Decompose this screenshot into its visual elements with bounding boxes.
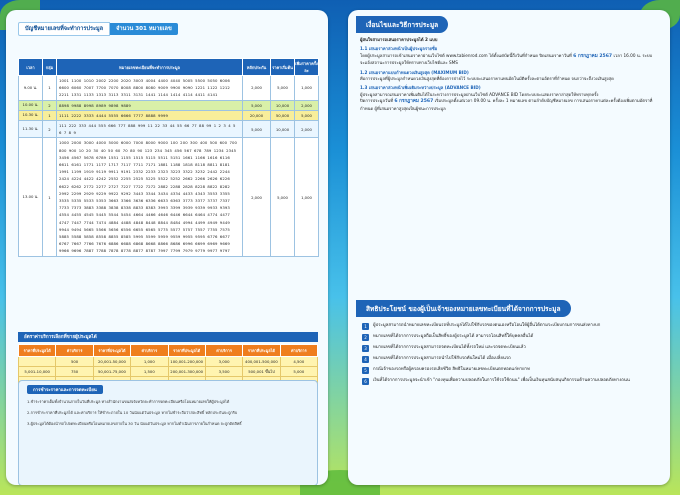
method-3-title: 1.3 เสนอราคาล่วงหน้าเพิ่มเติมระหว่างประมูล (ADVANCE BID) (360, 85, 481, 91)
benefit-item: 4 หมายเลขที่ได้จากการประมูลสามารถนำไปใช้กับรถคันใหม่ได้ เมื่อเปลี่ยนรถ (362, 356, 662, 363)
row-deposit: 2,000 (243, 138, 271, 256)
fee-cell: 750 (56, 367, 93, 377)
number-count-badge: จำนวน 301 หมายเลข (110, 23, 178, 35)
row-group: 2 (43, 121, 57, 138)
method-1-text: โดยผู้ประมูลสามารถเข้าเสนอราคาผ่านเว็บไซต์ www.tabienrod.com ได้ตั้งแต่บัดนี้ถึงวันที่กำหนด ปิดเสนอราคาวันที่ 6 กรกฎาคม 2567 เวลา 16.00 น. ระบบจะแจ้งสถานะการประมูลให้ทราบทางเว็บไซต์และ SMS (360, 52, 653, 66)
row-start-price: 10,000 (271, 100, 295, 110)
benefit-number: 5 (362, 367, 369, 374)
fee-header: ค่าบริการ (205, 345, 242, 357)
fee-cell: 5,000 (280, 367, 317, 377)
fee-header: ค่าบริการ (131, 345, 168, 357)
fee-cell: 500,001 ขึ้นไป (243, 367, 280, 377)
fee-header-row (19, 345, 318, 357)
right-page (348, 10, 670, 485)
row-step: 2,000 (295, 121, 319, 138)
fee-title: อัตราค่าบริการเลือกที่ขายผู้ประมูลได้ (18, 332, 318, 342)
benefit-item: 5 กรณีเจ้าของรถหรือผู้ครอบครองรถเสียชีวิต สิทธิในหมายเลขทะเบียนตกทอดแก่ทายาท (362, 367, 662, 374)
auction-row (19, 100, 319, 110)
fee-cell: 500 (56, 357, 93, 367)
row-step: 1,000 (295, 76, 319, 101)
fee-cell: 1,500 (131, 367, 168, 377)
row-numbers: 111 222 333 444 555 666 777 888 999 11 22 33 44 55 66 77 88 99 1 2 3 4 5 6 7 8 9 (57, 121, 243, 138)
header-numbers: หมายเลขทะเบียนที่จะทำการประมูล (57, 59, 243, 76)
row-time: 11.30 น. (19, 121, 43, 138)
header-group: กลุ่ม (43, 59, 57, 76)
row-start-price: 5,000 (271, 76, 295, 101)
fee-cell: 100,001-200,000 (168, 357, 205, 367)
auction-row (19, 121, 319, 138)
row-time: 9.00 น. (19, 76, 43, 101)
note-item: 3.ผู้ประมูลได้ต้องนำรถไปจดทะเบียนหรือโอนหมายเลขภายใน 30 วัน นับแต่วันประมูล หากไม่ดำเนินการภายในกำหนด จะถูกตัดสิทธิ์ (27, 421, 242, 426)
benefit-item: 6 เงินที่ได้จากการประมูลจะนำเข้า "กองทุนเพื่อความปลอดภัยในการใช้รถใช้ถนน" เพื่อเป็นเงินทุนสนับสนุนกิจกรรมด้านความปลอดภัยทางถนน (362, 378, 662, 385)
row-numbers: 1111 2222 3333 4444 5555 6666 7777 8888 9999 (57, 110, 243, 120)
table-header-row (19, 59, 319, 76)
conditions-text (356, 33, 662, 112)
benefit-item: 1 ผู้ประมูลสามารถนำหมายเลขทะเบียนรถที่ประมูลได้ไปใช้กับรถของตนเองหรือโอนให้ผู้อื่นได้ตามระเบียบกรมการขนส่งทางบก (362, 323, 662, 330)
fee-cell: 3,500 (205, 367, 242, 377)
auction-date-text: ปิดการประมูลวันที่ 6 กรกฎาคม 2567 เริ่มประมูลตั้งแต่เวลา 09.00 น. ครั้งละ 1 หมายเลข ตามลำดับบัญชีหมายเลข การเสนอราคาแต่ละครั้งต้องเพิ่มตามอัตราที่กำหนด ผู้ที่เสนอราคาสูงสุดเป็นผู้ชนะการประมูล (360, 98, 653, 111)
benefits-title: สิทธิประโยชน์ ของผู้เป็นเจ้าของหมายเลขทะเบียนที่ได้จากการประมูล (356, 300, 571, 317)
table-title: บัญชีหมายเลขที่จะทำการประมูล (18, 22, 110, 36)
fee-cell: 400,001-500,000 (243, 357, 280, 367)
fee-cell: 1,000 (131, 357, 168, 367)
fee-cell: 50,001-75,000 (93, 367, 130, 377)
fee-row (19, 357, 318, 367)
row-group: 2 (43, 100, 57, 110)
fee-header: ราคาที่ประมูลได้ (19, 345, 56, 357)
auction-numbers-table (18, 58, 319, 257)
benefits-list (356, 323, 662, 385)
row-numbers: 1000 2000 3000 4000 5000 6000 7000 8000 9000 100 200 300 400 500 600 700 800 900 10 20 30 40 50 60 70 80 90 123 234 345 456 567 678 789 1234 2345 3456 4567 5678 6789 1551 1155 1515 5115 5511 5151 1661 1166 1616 6116 6611 6161 1771 1177 1717 7117 7711 7171 1881 1188 1818 8118 8811 8181 1991 1199 1919 9119 9911 9191 2332 2233 2323 3223 3322 3232 2442 2244 2424 4224 4422 4242 2552 2255 2525 5225 5522 5252 2662 2266 2626 6226 6622 6262 2772 2277 2727 7227 7722 7272 2882 2288 2828 8228 8822 8282 2992 2299 2929 9229 9922 9292 3443 3344 3434 4334 4433 4343 3553 3355 3535 5335 5533 5353 3663 3366 3636 6336 6633 6363 3773 3377 3737 7337 7733 7373 3883 3388 3838 8338 8833 8383 3993 3399 3939 9339 9933 9393 4554 4455 4545 5445 5544 5454 4664 4466 4646 6446 6644 6464 4774 4477 4747 7447 7744 7474 4884 4488 4848 8448 8844 8484 4994 4499 4949 9449 9944 9494 5665 5566 5656 6556 6655 6565 5775 5577 5757 7557 7755 7575 5885 5588 5858 8558 8855 8585 5995 5599 5959 9559 9955 9595 6776 6677 6767 7667 7766 7676 6886 6688 6868 8668 8866 8686 6996 6699 6969 9669 9966 9696 7887 7788 7878 8778 8877 8787 7997 7799 7979 9779 9977 9797 (57, 138, 243, 256)
row-step: 2,000 (295, 100, 319, 110)
method-1-title: 1.1 เสนอราคาล่วงหน้าเป็นผู้ประมูลรายชื่อ (360, 46, 438, 52)
fee-cell: 200,001-300,000 (168, 367, 205, 377)
note-item: 2.การชำระราคาที่ประมูลได้ และค่าบริการ ให้ชำระภายใน 10 วันนับแต่วันประมูล หากไม่ชำระถือว่าสละสิทธิ์ หลักประกันจะถูกริบ (27, 410, 238, 415)
row-step: 1,000 (295, 138, 319, 256)
benefit-item: 3 หมายเลขที่ได้จากการประมูลสามารถจดทะเบียนได้ทั้งรถใหม่ และรถจดทะเบียนแล้ว (362, 345, 662, 352)
benefit-number: 4 (362, 356, 369, 363)
fee-cell (19, 357, 56, 367)
fee-header: ราคาที่ประมูลได้ (93, 345, 130, 357)
note-item: 1.ชำระราคาเต็มทั้งจำนวนภายในวันที่ประมูล ทางสำนักงานขนส่งจังหวัดจะทำการจดทะเบียนหรือโอนหมายเลขให้ผู้ประมูลได้ (27, 399, 230, 404)
fee-cell: 3,000 (205, 357, 242, 367)
conditions-title: เงื่อนไขและวิธีการประมูล (356, 16, 448, 33)
notes-title: การชำระราคาและการจดทะเบียน (27, 385, 103, 394)
auction-row (19, 138, 319, 256)
auction-row (19, 110, 319, 120)
fee-header: ราคาที่ประมูลได้ (168, 345, 205, 357)
left-page-title (18, 22, 178, 36)
row-time: 13.00 น. (19, 138, 43, 256)
header-step: เพิ่มราคาครั้งละ (295, 59, 319, 76)
auction-date: 6 กรกฎาคม 2567 (394, 99, 434, 105)
row-numbers: 8898 9988 8998 8989 9898 9889 (57, 100, 243, 110)
method-2-text: คือการประมูลที่ผู้ประมูลกำหนดวงเงินสูงสุดที่ต้องการจ่ายไว้ ระบบจะเสนอราคาแทนอัตโนมัติครั้งละตามอัตราที่กำหนด จนกว่าจะถึงวงเงินสูงสุด (360, 76, 614, 82)
benefits-section (356, 300, 662, 485)
row-numbers: 1001 1100 1010 2002 2200 2020 3003 4004 4400 4040 5005 5500 5050 6006 6600 6060 7007 7700 7070 8008 8800 8080 9009 9900 9090 1221 1122 1212 2211 1331 1133 1313 3113 3311 3131 1441 1144 1414 4114 4411 4141 (57, 76, 243, 101)
row-time: 10.00 น. (19, 100, 43, 110)
conditions-section (356, 16, 662, 284)
row-group: 1 (43, 76, 57, 101)
row-group: 1 (43, 110, 57, 120)
row-group: 1 (43, 138, 57, 256)
header-deposit: หลักประกัน (243, 59, 271, 76)
header-start-price: ราคาเริ่มต้น (271, 59, 295, 76)
benefit-number: 6 (362, 378, 369, 385)
benefit-number: 1 (362, 323, 369, 330)
fee-header: ค่าบริการ (56, 345, 93, 357)
row-deposit: 5,000 (243, 121, 271, 138)
row-start-price: 5,000 (271, 138, 295, 256)
fee-header: ค่าบริการ (280, 345, 317, 357)
method-3-text: ผู้ประมูลสามารถเสนอราคาเพิ่มเติมได้ในระหว่างการประมูลผ่านเว็บไซต์ ADVANCE BID โดยระบบจะแสดงราคาล่าสุดให้ทราบทุกครั้ง (360, 91, 599, 97)
row-deposit: 5,000 (243, 100, 271, 110)
auction-row (19, 76, 319, 101)
fee-cell: 20,001-50,000 (93, 357, 130, 367)
left-page (6, 10, 328, 485)
fee-row (19, 367, 318, 377)
fee-cell: 4,500 (280, 357, 317, 367)
conditions-intro: ผู้สนใจสามารถเสนอราคาประมูลได้ 2 แบบ (360, 37, 438, 42)
row-deposit: 20,000 (243, 110, 271, 120)
notes-box (18, 380, 318, 485)
header-time: เวลา (19, 59, 43, 76)
fee-cell: 5,001-10,000 (19, 367, 56, 377)
fee-header: ราคาที่ประมูลได้ (243, 345, 280, 357)
row-step: 5,000 (295, 110, 319, 120)
close-date: 6 กรกฎาคม 2567 (573, 53, 613, 59)
row-deposit: 2,000 (243, 76, 271, 101)
benefit-number: 2 (362, 334, 369, 341)
row-start-price: 50,000 (271, 110, 295, 120)
benefit-item: 2 หมายเลขที่ได้จากการประมูลถือเป็นสิทธิ์ของผู้ประมูลได้ สามารถโอนสิทธิ์ให้บุคคลอื่นได้ (362, 334, 662, 341)
row-time: 10.30 น. (19, 110, 43, 120)
row-start-price: 10,000 (271, 121, 295, 138)
benefit-number: 3 (362, 345, 369, 352)
method-2-title: 1.2 เสนอราคาแบบกำหนดวงเงินสูงสุด (MAXIMUM BID) (360, 69, 469, 75)
